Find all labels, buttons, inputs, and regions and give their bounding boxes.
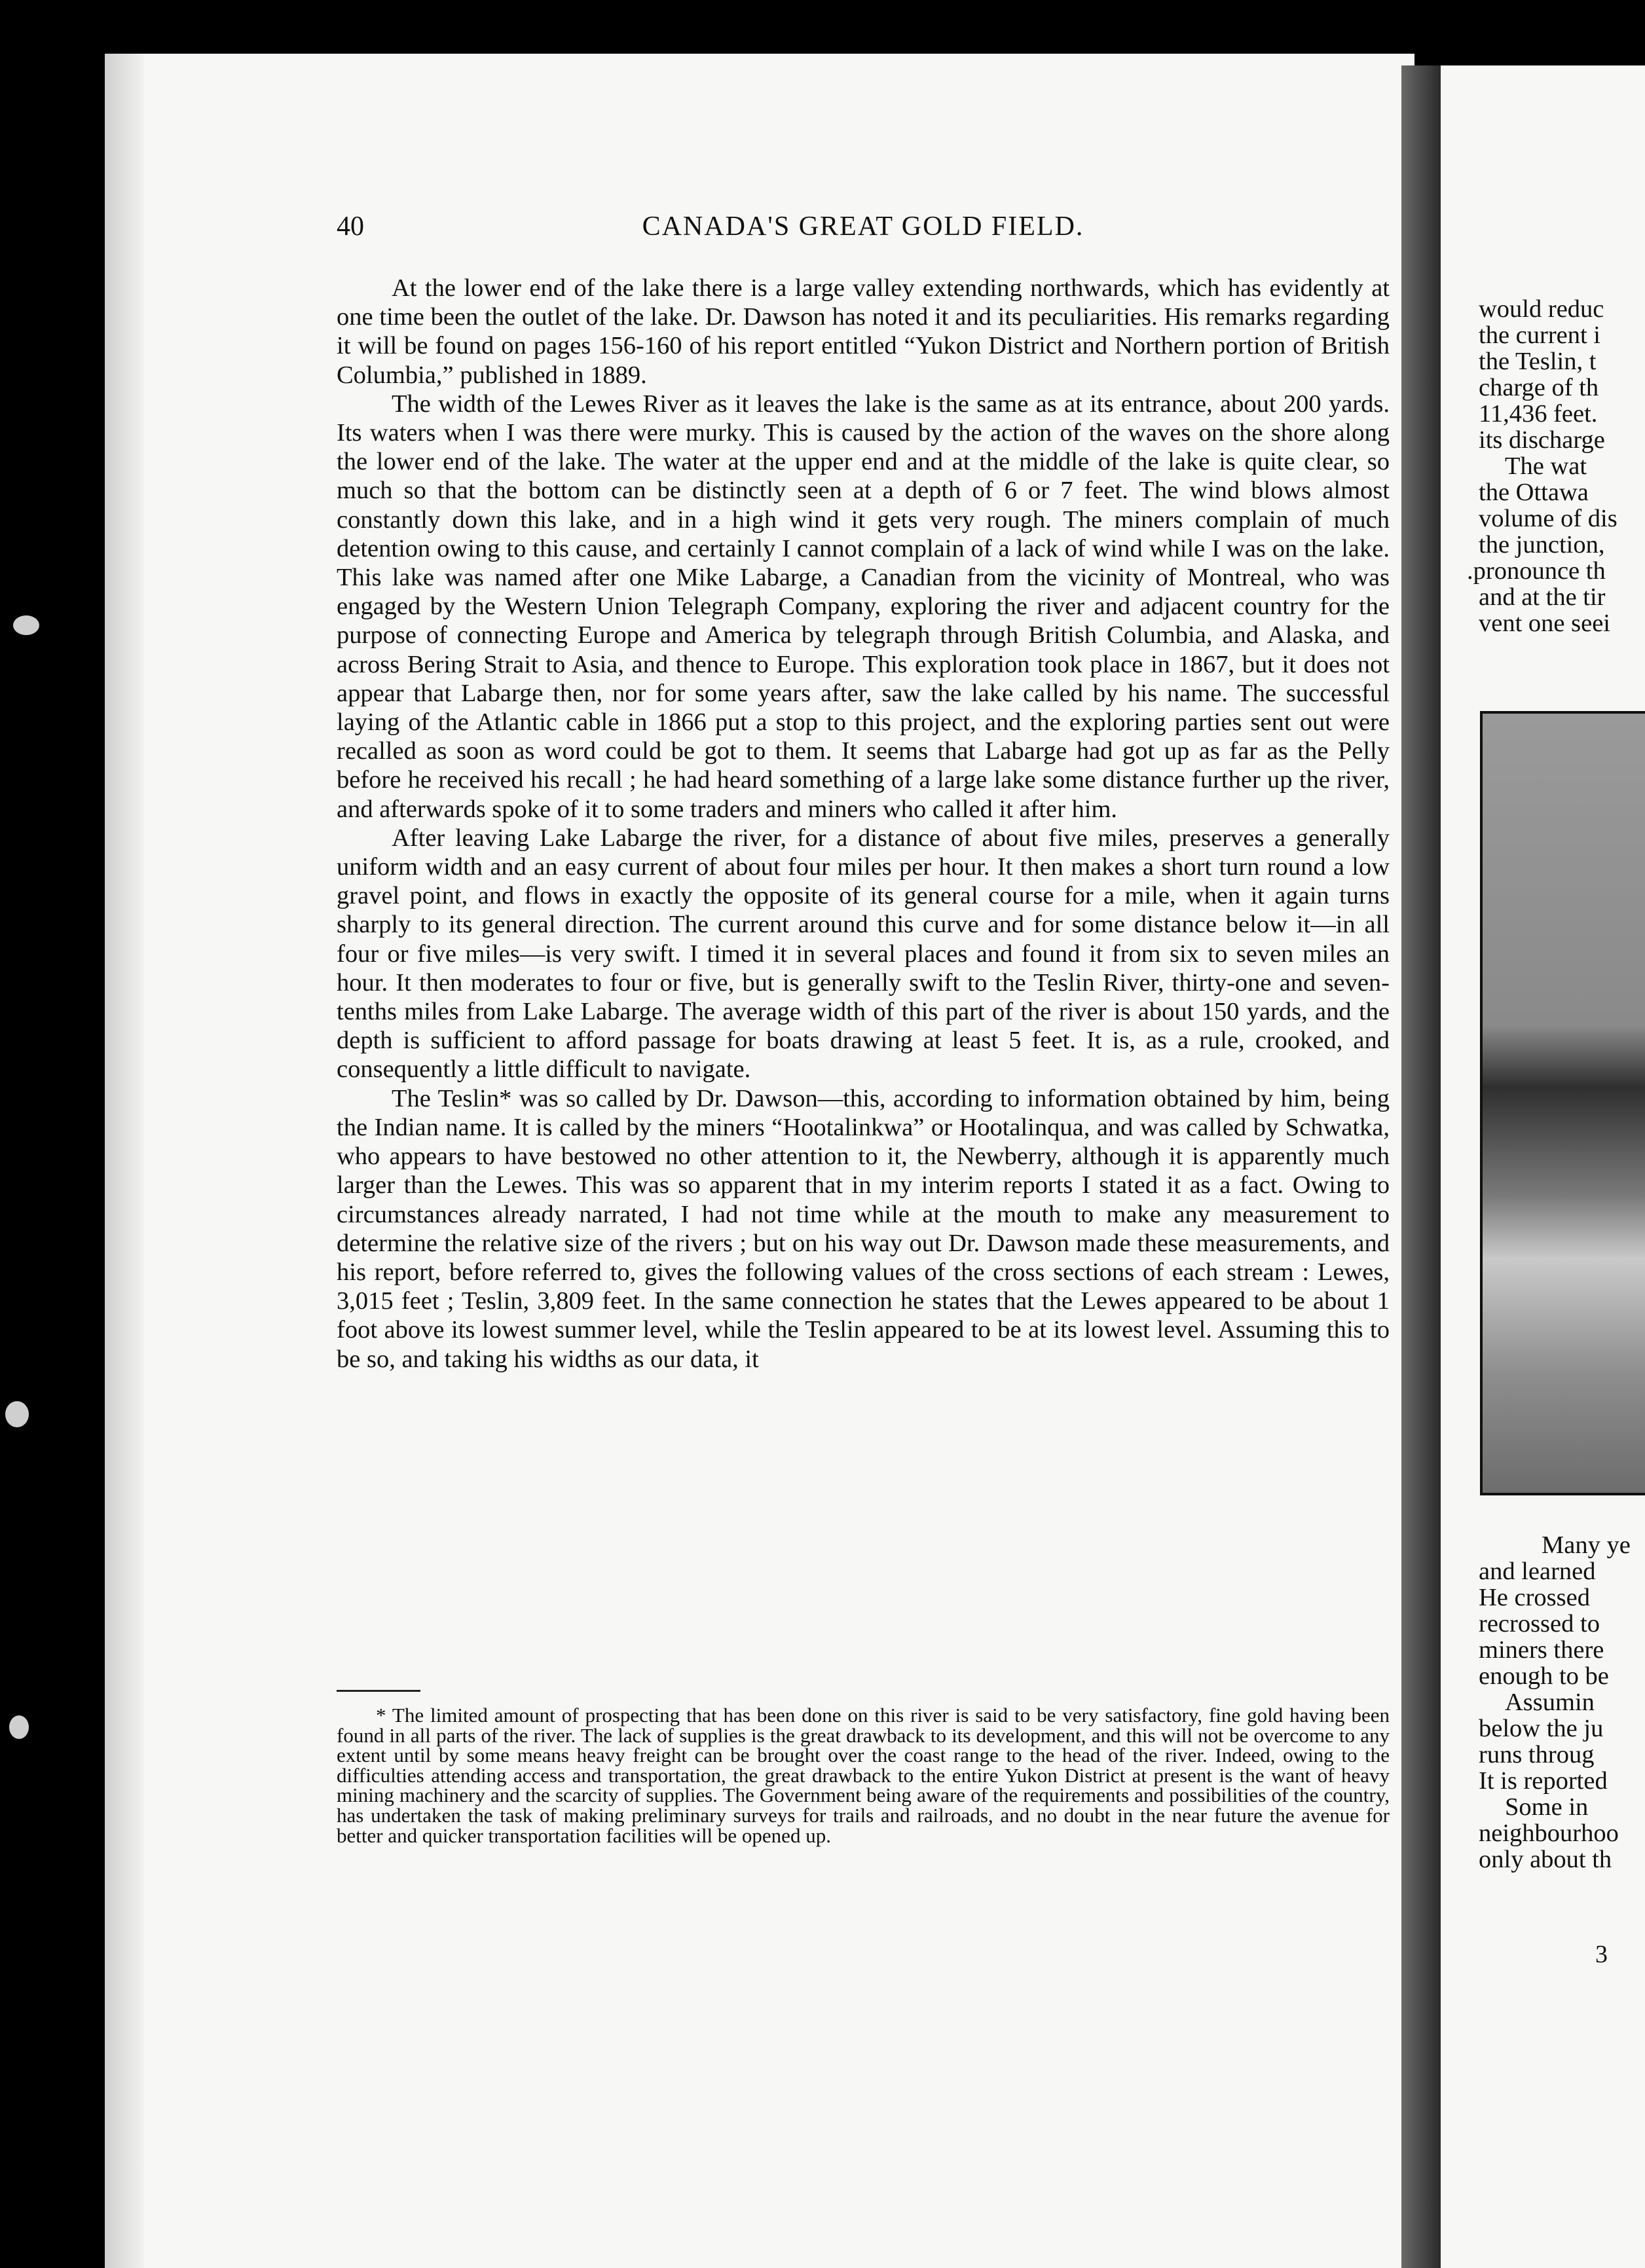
right-line: Many ye [1542,1531,1631,1559]
right-line: neighbourhoo [1479,1820,1619,1847]
left-page-edge [105,54,144,2268]
right-line: enough to be [1479,1662,1609,1690]
right-line: He crossed [1479,1584,1590,1611]
page-number: 40 [337,211,364,242]
right-line: .pronounce th [1467,557,1606,585]
dust-speck [9,1715,29,1739]
footnote-rule [337,1690,420,1692]
paragraph: The width of the Lewes River as it leaves the lake is the same as at its entrance, about 200 yards. Its waters when I was there were murky. This is caused by the action of the waves on the shore along the lower end of the lake. The water at the upper end and at the middle of the lake is quite clear, so much so that the bottom can be distinctly seen at a depth of 6 or 7 feet. The wind blows almost constantly down this lake, and in a high wind it gets very rough. The miners complain of much detention owing to this cause, and certainly I cannot complain of a lack of wind while I was on the lake. This lake was named after one Mike Labarge, a Canadian from the vicinity of Montreal, who was engaged by the Western Union Telegraph Company, exploring the river and adjacent country for the purpose of connecting Europe and America by telegraph through British Columbia, and Alaska, and across Bering Strait to Asia, and thence to Europe. This exploration took place in 1867, but it does not appear that Labarge then, nor for some years after, saw the lake called by his name. The successful laying of the Atlantic cable in 1866 put a stop to this project, and the exploring parties sent out were recalled as soon as word could be got to them. It seems that Labarge had got up as far as the Pelly before he received his recall ; he had heard something of a large lake some distance further up the river, and afterwards spoke of it to some traders and miners who called it after him. [337,390,1390,823]
paragraph: At the lower end of the lake there is a large valley extending northwards, which has evidently at one time been the outlet of the lake. Dr. Dawson has noted it and its peculiarities. His remarks regarding it will be found on pages 156-160 of his report entitled “Yukon District and Northern portion of British Columbia,” published in 1889. [337,274,1390,389]
dust-speck [13,615,39,635]
right-line: vent one seei [1479,610,1610,637]
right-line: charge of th [1479,374,1599,401]
photograph [1480,711,1645,1495]
footnote-text: * The limited amount of prospecting that has been done on this river is said to be very satisfactory, fine gold having been found in all parts of the river. The lack of supplies is the great drawback to its development, and this will not be overcome to any extent until by some means heavy freight can be brought over the coast range to the head of the river. Indeed, owing to the difficulties attending access and transportation, the great drawback to the entire Yukon District at present is the want of heavy mining machinery and the scarcity of supplies. The Government being aware of the requirements and possibilities of the country, has undertaken the task of making preliminary surveys for trails and railroads, and no doubt in the near future the avenue for better and quicker transportation facilities will be opened up. [337,1704,1390,1847]
right-line: runs throug [1479,1741,1595,1768]
right-line: the Teslin, t [1479,348,1597,375]
right-line: the current i [1479,321,1600,349]
right-line: miners there [1479,1636,1604,1664]
right-line: its discharge [1479,426,1605,454]
right-line: It is reported [1479,1767,1608,1795]
body-text [337,274,1390,1374]
footnote [337,1706,1390,1846]
right-page-number: 3 [1595,1941,1608,1968]
right-line: recrossed to [1479,1610,1600,1637]
book-gutter [1401,65,1441,2268]
right-line: 11,436 feet. [1479,400,1598,428]
right-line: Some in [1505,1793,1589,1821]
right-line: only about th [1479,1846,1612,1873]
right-line: would reduc [1479,295,1604,323]
dust-speck [5,1401,29,1427]
running-title: CANADA'S GREAT GOLD FIELD. [642,211,1084,242]
paragraph: The Teslin* was so called by Dr. Dawson—this, according to information obtained by him, being the Indian name. It is called by the miners “Hootalinkwa” or Hootalinqua, and was called by Schwatka, who appears to have bestowed no other attention to it, the Newberry, although it is apparently much larger than the Lewes. This was so apparent that in my interim reports I stated it as a fact. Owing to circumstances already narrated, I had not time while at the mouth to make any measurement to determine the relative size of the rivers ; but on his way out Dr. Dawson made these measurements, and his report, before referred to, gives the following values of the cross sections of each stream : Lewes, 3,015 feet ; Teslin, 3,809 feet. In the same connection he states that the Lewes appeared to be about 1 foot above its lowest summer level, while the Teslin appeared to be at its lowest level. Assuming this to be so, and taking his widths as our data, it [337,1084,1390,1373]
right-line: and learned [1479,1558,1596,1585]
page-header [337,211,1390,250]
right-line: and at the tir [1479,583,1606,611]
right-line: volume of dis [1479,505,1617,532]
right-line: Assumin [1505,1689,1595,1716]
right-page [1441,65,1645,2268]
right-line: The wat [1505,452,1587,480]
right-line: the junction, [1479,531,1605,558]
right-line: the Ottawa [1479,479,1589,506]
paragraph: After leaving Lake Labarge the river, for a distance of about five miles, preserves a generally uniform width and an easy current of about four miles per hour. It then makes a short turn round a low gravel point, and flows in exactly the opposite of its general course for a mile, when it again turns sharply to its general direction. The current around this curve and for some distance below it—in all four or five miles—is very swift. I timed it in several places and found it from six to seven miles an hour. It then moderates to four or five, but is generally swift to the Teslin River, thirty-one and seven-tenths miles from Lake Labarge. The average width of this part of the river is about 150 yards, and the depth is sufficient to afford passage for boats drawing at least 5 feet. It is, as a rule, crooked, and consequently a little difficult to navigate. [337,824,1390,1084]
right-line: below the ju [1479,1715,1604,1742]
